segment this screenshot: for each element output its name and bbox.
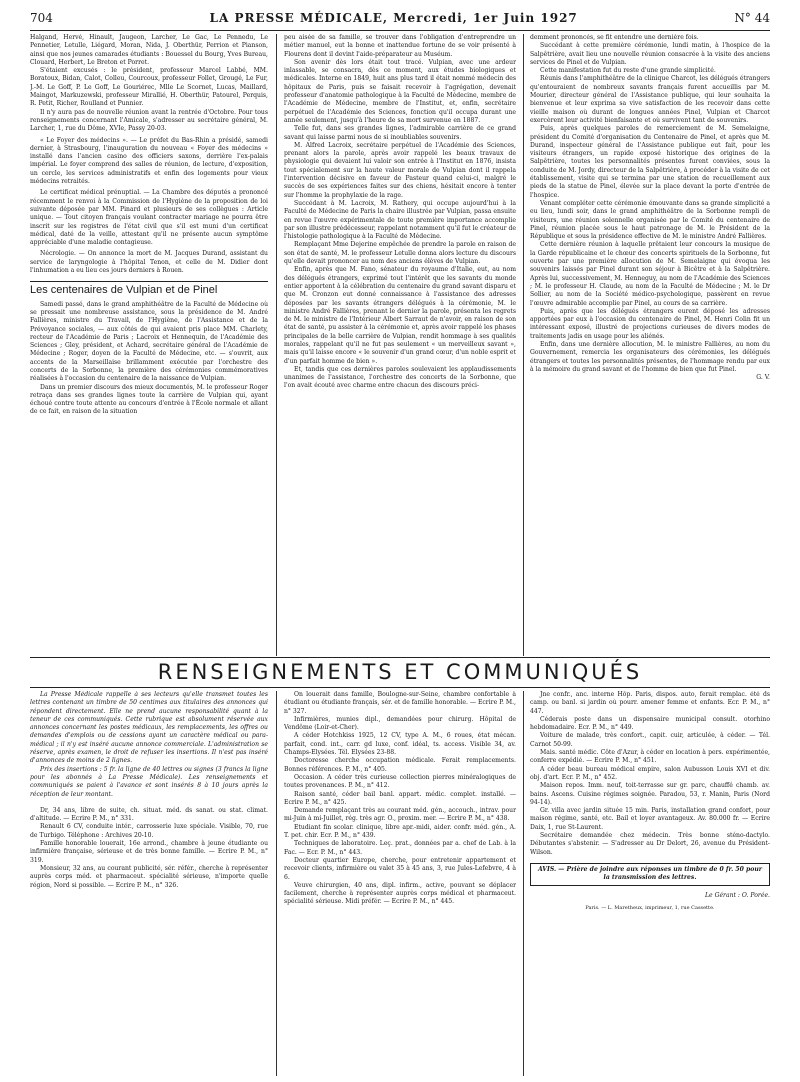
section-banner: RENSEIGNEMENTS ET COMMUNIQUÉS: [157, 660, 643, 684]
paragraph: Remplaçant Mme Dejerine empêchée de prendre la parole en raison de son état de santé, M. le professeur Letulle donna alors lecture du discours qu'elle devait prononcer au nom des anciens élèves de Vulpian.: [284, 241, 516, 266]
classified-ad: Renault 6 CV, conduite intér., carrosserie luxe spéciale. Visible, 70, rue de Turbigo. Téléphone : Archives 20-10.: [30, 823, 268, 839]
column-divider: [523, 34, 524, 656]
page-header: [30, 8, 770, 28]
paragraph: Enfin, dans une dernière allocution, M. le ministre Fallières, au nom du Gouvernement, remercia les organisateurs des cérémonies, les délégués étrangers et toutes les personnalités présentes, de l'hommage rendu par eux à la mémoire du grand savant et de l'homme de bien que fut Pinel.: [530, 340, 770, 373]
classified-ad: Doctoresse cherche occupation médicale. Ferait remplacements. Bonnes références. P. M., n° 405.: [284, 757, 516, 773]
paragraph: Enfin, après que M. Fano, sénateur du royaume d'Italie, eut, au nom des délégués étrangers, exprimé tout l'intérêt que les savants du monde entier apportent à la célébration du centenaire du grand savant disparu et que M. Cronzon eut donné connaissance à l'assistance des adresses déposées par les savants étrangers délégués à la cérémonie, M. le ministre André Fallières, prenant le dernier la parole, présenta les regrets de M. le ministre de l'Intérieur Albert Sarraut de n'avoir, en raison de son état de santé, pu assister à la cérémonie et, après avoir rappelé les phases principales de la belle carrière de Vulpian, rendit hommage à ses qualités morales, rappelant qu'il ne fut pas seulement « un merveilleux savant », mais qu'il laisse encore « le souvenir d'un grand cœur, d'un noble esprit et d'un parfait homme de bien ».: [284, 266, 516, 365]
paragraph: S'étaient excusés : le président, professeur Marcel Labbé, MM. Boratoux, Bidan, Calot, Colleu, Courcoux, professeur Follet, Grougé, Le Fur, J.-M. Le Goff, P. Le Goff, Le Gouriérec, Mlle Le Scornet, Lucas, Maillard, Maingot, Markuzewski, professeur Mirallié, H. Oberthür, Patourel, Perquis, R. Petit, Richer, Roulland et Punnier.: [30, 67, 268, 108]
classified-ad: Voiture de malade, très confort., capit. cuir, articulée, à céder. — Tél. Carnot 50-99.: [530, 732, 770, 748]
paragraph: M. Alfred Lacroix, secrétaire perpétuel de l'Académie des Sciences, prenant alors la parole, après avoir rappelé les beaux travaux de physiologie qui devaient lui valoir son entrée à l'Institut en 1876, insista tout spécialement sur la haute valeur morale de Vulpian dont il rappela l'intervention décisive en faveur de Pasteur quand celui-ci, malgré le succès de ses expériences faites sur des chiens, hésitait encore à tenter sur l'homme la prophylaxie de la rage.: [284, 141, 516, 199]
column-divider: [276, 34, 277, 656]
paragraph: Telle fut, dans ses grandes lignes, l'admirable carrière de ce grand savant qui laisse parmi nous de si inoubliables souvenirs.: [284, 125, 516, 141]
notice: Prix des insertions : 5 fr. la ligne de 40 lettres ou signes (3 francs la ligne pour les abonnés à La Presse Médicale). Les renseignements et communiqués se paient à l'avance et sont insérés 8 à 10 jours après la réception de leur montant.: [30, 765, 268, 798]
paragraph: Nécrologie. — On annonce la mort de M. Jacques Durand, assistant du service de laryngologie à l'hôpital Tenon, et celle de M. Didier dont l'inhumation a eu lieu ces jours derniers à Rouen.: [30, 250, 268, 275]
paragraph: Succédant à cette première cérémonie, lundi matin, à l'hospice de la Salpêtrière, avait lieu une nouvelle réunion consacrée à la visite des anciens services de Pinel et de Vulpian.: [530, 42, 770, 66]
classifieds-column-1: [30, 691, 268, 1076]
column-2: [284, 34, 516, 656]
classified-ad: Céderais poste dans un dispensaire municipal consult. otorhino hebdomadaire. Ecr. P. M., n° 449.: [530, 715, 770, 732]
column-3: [530, 34, 770, 656]
classified-ad: Techniques de laboratoire. Leç. prat., données par a. chef de Lab. à la Fac. — Ecr. P. M., n° 443.: [284, 840, 516, 856]
classified-ad: Demande remplaçant très au courant méd. gén., accouch., intrav. pour mi-Juin à mi-Juillet, rég. très agr. O., proxim. mer. — Ecrire P. M., n° 438.: [284, 807, 516, 823]
classified-ad: Gr. villa avec jardin située 15 min. Paris, installation grand confort, pour maison régime, santé, etc. Bail et loyer avantageux. Av. 80.000 fr. — Ecrire Daix, 1, rue St-Laurent.: [530, 807, 770, 831]
classified-ad: Monsieur, 32 ans, au courant publicité, sér. référ., cherche à représenter auprès corps méd. et pharmaceut. spécialité sérieuse, n'importe quelle région, Nord si possible. — Ecrire P. M., n° 326.: [30, 864, 268, 889]
section-title: Les centenaires de Vulpian et de Pinel: [30, 284, 218, 297]
paragraph: Puis, après quelques paroles de remerciement de M. Semelaigne, président du Comité d'organisation du Centenaire de Pinel, et après que M. Durand, inspecteur général de l'Assistance publique eut fait, pour les visiteurs étrangers, un rapide exposé historique des origines de la Salpêtrière, toutes les personnalités présentes furent conviées, sous la conduite de M. Jordy, directeur de la Salpêtrière, à procéder à la visite de cet établissement, visite qui se termina par une station de recueillement aux pieds de la statue de Pinel, élevée sur la place devant la porte d'entrée de l'hospice.: [530, 125, 770, 199]
gerant-signature: Le Gérant : O. Porée.: [704, 891, 770, 899]
column-divider: [276, 691, 277, 1076]
paragraph: Son avenir dès lors était tout tracé. Vulpian, avec une ardeur inlassable, se consacra, dès ce moment, aux études biologiques et médicales. Interne en 1849, huit ans plus tard il était nommé médecin des hôpitaux de Paris, puis se faisait recevoir à l'agrégation, devenait professeur d'anatomie pathologique à la Faculté de Médecine, membre de l'Académie de Médecine, membre de l'Institut, et, enfin, secrétaire perpétuel de l'Académie des Sciences, fonction qu'il occupa durant une année seulement, jusqu'à l'heure de sa mort survenue en 1887.: [284, 58, 516, 124]
paragraph: Et, tandis que ces dernières paroles soulevaient les applaudissements unanimes de l'assistance, l'orchestre des concerts de la Sorbonne, que l'on avait écouté avec charme entre chacun des discours préci-: [284, 365, 516, 390]
header-rule: [30, 30, 770, 31]
paragraph: « Le Foyer des médecins ». — Le préfet du Bas-Rhin a présidé, samedi dernier, à Strasbourg, l'inauguration du nouveau « Foyer des médecins » installé dans l'ancien casino des officiers saxons, derrière l'ex-palais impérial. Le foyer comprend des salles de réunion, de lecture, d'exposition, un cercle, les services administratifs et enfin des logements pour vieux médecins retraités.: [30, 136, 268, 186]
column-1: [30, 34, 268, 656]
paragraph: Cette manifestation fut du reste d'une grande simplicité.: [540, 67, 716, 75]
classified-ad: Raison santé, céder bail banl. appart. médic. complet. installé. — Ecrire P. M., n° 425.: [284, 790, 516, 806]
classified-ad: Jne confr., anc. interne Hôp. Paris, dispos. auto, ferait remplac. été ds camp. ou banl. si jardin où pourr. amener femme et enfants. Ecr. P. M., n° 447.: [530, 691, 770, 715]
classified-ad: Docteur quartier Europe, cherche, pour entretenir appartement et recevoir clients, infirmière ou valet 35 à 45 ans, 3, rue Jules-Lefebvre, 4 à 6.: [284, 856, 516, 881]
paragraph: demment prononcés, se fit entendre une dernière fois.: [530, 34, 699, 41]
classified-ad: A céder beau bureau médical empire, salon Aubusson Louis XVI et div. obj. d'art. Ecr. P. M., n° 452.: [530, 765, 770, 781]
classified-ad: Mais. santé médic. Côte d'Azur, à céder en location à pers. expérimentée, conferre expédié. — Ecrire P. M., n° 451.: [530, 749, 770, 765]
classified-ad: Famille honorable louerait, 16e arrond., chambre à jeune étudiante ou infirmière française, sérieuse et de très bonne famille. — Ecrire P. M., n° 319.: [30, 840, 268, 864]
notice: La Presse Médicale rappelle à ses lecteurs qu'elle transmet toutes les lettres contenant un timbre de 50 centimes aux titulaires des annonces qui répondent directement. Elle ne prend aucune responsabilité quant à la teneur de ces communiqués. Cette rubrique est absolument réservée aux annonces concernant les postes médicaux, les remplacements, les offres ou demandes d'emplois ou de cessions ayant un caractère médical ou para-médical ; il n'y est inséré aucune annonce commerciale. L'administration se réserve, après examen, le droit de refuser les insertions. Il n'est pas inséré d'annonces de moins de 2 lignes.: [30, 691, 268, 765]
classifieds-column-2: [284, 691, 516, 1076]
classified-ad: On louerait dans famille, Boulogne-sur-Seine, chambre confortable à étudiant ou étudiante français, sér. et de famille honorable. — Ecrire P. M., n° 327.: [284, 691, 516, 715]
paragraph: Il n'y aura pas de nouvelle réunion avant la rentrée d'Octobre. Pour tous renseignements concernant l'Amicale, s'adresser au secrétaire général, M. Larcher, 1, rue du Dôme, XVIe, Passy 20-03.: [30, 108, 268, 133]
classifieds-column-3: [530, 691, 770, 1076]
classified-ad: Veuve chirurgien, 40 ans, dipl. infirm., active, pouvant se déplacer facilement, cherche à représenter auprès corps médical et pharmaceut. spécialité sérieuse. Midi préfér. — Ecrire P. M., n° 445.: [284, 881, 516, 906]
signature: G. V.: [756, 374, 770, 382]
section-rule: [30, 687, 770, 688]
paragraph: Dans un premier discours des mieux documentés, M. le professeur Roger retraça dans ses grandes lignes toute la carrière de Vulpian qui, ayant échoué contre toute attente au concours d'entrée à l'École normale et allant de ce fait, en raison de la situation: [30, 383, 268, 416]
classified-ad: A céder Hotchkiss 1925, 12 CV, type A. M., 6 roues, état mécan. parfait, cond. int., carr. gd luxe, conf. idéal, ts. access. Visible 34, av. Champs-Elysées. Tél. Elysées 23-88.: [284, 732, 516, 757]
paragraph: Puis, après que les délégués étrangers eurent déposé les adresses apportées par eux à l'occasion du centenaire de Pinel, M. Henri Colin fit un intéressant exposé, illustré de projections curieuses de divers modes de traitements jadis en usage pour les aliénés.: [530, 307, 770, 340]
printer-line: Paris. — L. Maretheux, imprimeur, 1, rue Cassette.: [585, 904, 715, 911]
classified-ad: Etudiant fin scolar. clinique, libre apr.-midi, aider. confr. méd. gén., A. T. pet. chir. Ecr. P. M., n° 439.: [284, 823, 516, 840]
paragraph: Samedi passé, dans le grand amphithéâtre de la Faculté de Médecine où se pressait une nombreuse assistance, sous la présidence de M. André Fallières, ministre du Travail, de l'Hygiène, de l'Assistance et de la Prévoyance sociales, — aux côtés de qui avaient pris place MM. Charlety, recteur de l'Académie de Paris ; Lacroix et Hennequin, de l'Académie des Sciences ; Gley, président, et Achard, secrétaire général de l'Académie de Médecine ; Roger, doyen de la Faculté de Médecine, etc. — s'ouvrit, aux accents de la Marseillaise brillamment exécutée par l'orchestre des concerts de la Sorbonne, la première des cérémonies commémoratives réalisées à l'occasion du centenaire de la naissance de Vulpian.: [30, 300, 268, 383]
paragraph: peu aisée de sa famille, se trouver dans l'obligation d'entreprendre un métier manuel, eut la bonne et inattendue fortune de se voir présenté à Flourens dont il devint l'aide-préparateur au Muséum.: [284, 34, 516, 58]
journal-title: LA PRESSE MÉDICALE, Mercredi, 1er Juin 1927: [209, 11, 578, 25]
paragraph: Cette dernière réunion à laquelle prêtaient leur concours la musique de la Garde républicaine et le chœur des concerts spirituels de la Sorbonne, fut ouverte par une première allocution de M. Semelaigne qui évoqua les souvenirs laissés par Pinel durant son séjour à Bicêtre et à la Salpêtrière. Après lui, successivement, M. Henneguy, au nom de l'Académie des Sciences ; M. le professeur H. Claude, au nom de la Faculté de Médecine ; M. le Dr Sollier, au nom de la Société médico-psychologique, passèrent en revue l'œuvre admirable accomplie par Pinel, au cours de sa carrière.: [530, 241, 770, 307]
section-rule: [30, 657, 770, 658]
page-number: 704: [30, 11, 53, 25]
avis-box: AVIS. — Prière de joindre aux réponses un timbre de 0 fr. 50 pour la transmission des lettres.: [530, 863, 770, 886]
paragraph: Halgand, Hervé, Hinault, Jaugeon, Larcher, Le Gac, Le Pennedu, Le Pennetier, Letulle, Liégard, Moran, Nida, J. Oberthür, Perrion et Pianson, ainsi que nos jeunes camarades étudiants : Bouessel du Bourg, Yves Bureau, Clouard, Herbert, Le Breton et Porret.: [30, 34, 268, 66]
classified-ad: Maison repos. Imm. neuf, toit-terrasse sur gr. parc, chauffé chamb. av. bains. Ascens. Cuisine régimes soignée. Paradou, 53, r. Manin, Paris (Nord 94-14).: [530, 782, 770, 806]
paragraph: Réunis dans l'amphithéâtre de la clinique Charcot, les délégués étrangers qu'entouraient de nombreux savants français furent accueillis par M. Mourier, directeur général de l'Assistance publique, qui leur souhaita la bienvenue et leur exprima sa vive satisfaction de les recevoir dans cette vieille maison où durant de longues années Pinel, Vulpian et Charcot exercèrent leur activité bienfaisante et où survivent tant de souvenirs.: [530, 75, 770, 124]
classified-ad: Dr, 34 ans, libre de suite, ch. situat. méd. ds sanat. ou stat. climat. d'altitude. — Ecrire P. M., n° 331.: [30, 806, 268, 823]
paragraph: Succédant à M. Lacroix, M. Rathery, qui occupe aujourd'hui à la Faculté de Médecine de Paris la chaire illustrée par Vulpian, passa ensuite en revue l'œuvre expérimentale de toute première importance accomplie par son illustre prédécesseur, rappelant notamment qu'il fut le créateur de l'histologie pathologique à la Faculté de Médecine.: [284, 199, 516, 241]
paragraph: Venant compléter cette cérémonie émouvante dans sa grande simplicité a eu lieu, lundi soir, dans le grand amphithéâtre de la Sorbonne rempli de visiteurs, une réunion solennelle organisée par le Comité du centenaire de Pinel, réunion placée sous le haut patronage de M. le Président de la République et sous la présidence effective de M. le ministre André Fallières.: [530, 199, 770, 241]
classified-ad: Secrétaire demandée chez médecin. Très bonne sténo-dactylo. Débutantes s'abstenir. — S'adresser au Dr Delort, 26, avenue du Président-Wilson.: [530, 832, 770, 856]
classified-ad: Infirmières, munies dipl., demandées pour chirurg. Hôpital de Vendôme (Loir-et-Cher).: [284, 715, 516, 732]
paragraph: Le certificat médical prénuptial. — La Chambre des députés a prononcé récemment le renvoi à la Commission de l'Hygiène de la proposition de loi suivante déposée par MM. Pinard et plusieurs de ses collègues : Article unique. — Tout citoyen français voulant contracter mariage ne pourra être inscrit sur les registres de l'état civil que s'il est muni d'un certificat médical, daté de la veille, attestant qu'il ne présente aucun symptôme appréciable d'une maladie contagieuse.: [30, 189, 268, 247]
section-rule: [30, 281, 268, 282]
column-divider: [523, 691, 524, 1076]
classified-ad: Occasion. A céder très curieuse collection pierres minéralogiques de toutes provenances. P. M., n° 412.: [284, 773, 516, 790]
issue-number: N° 44: [734, 11, 770, 25]
